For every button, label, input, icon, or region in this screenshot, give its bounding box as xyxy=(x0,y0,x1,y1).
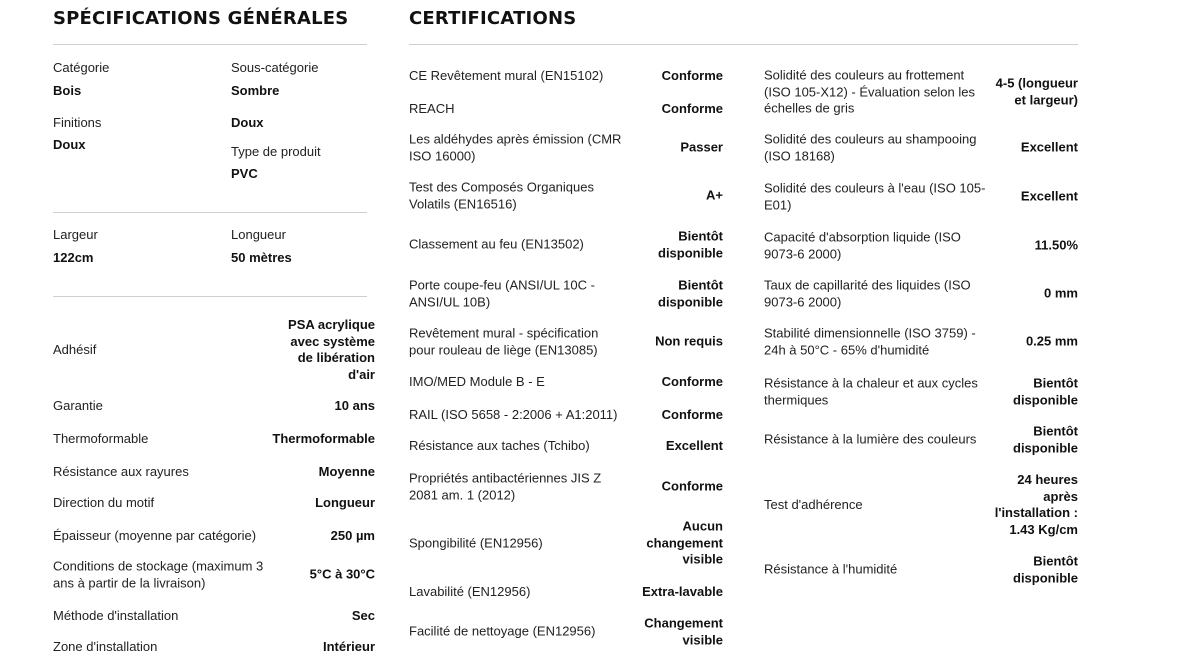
spec-value: Aucun changement visible xyxy=(646,518,723,567)
spec-row xyxy=(764,472,1078,538)
product-type-label: Type de produit xyxy=(231,144,321,159)
spec-label: Adhésif xyxy=(53,341,97,357)
spec-label: IMO/MED Module B - E xyxy=(409,373,545,389)
spec-value: 10 ans xyxy=(334,397,375,413)
spec-value: PSA acrylique avec système de libération d'air xyxy=(288,317,375,382)
spec-value: Bientôt disponible xyxy=(1013,375,1078,407)
spec-label: Revêtement mural - spécification pour rouleau de liège (EN13085) xyxy=(409,325,599,357)
spec-value: Bientôt disponible xyxy=(1013,423,1078,455)
spec-label: Méthode d'installation xyxy=(53,607,179,623)
certifications-heading: CERTIFICATIONS xyxy=(409,8,577,29)
divider xyxy=(53,212,367,213)
spec-value: 4-5 (longueur et largeur) xyxy=(995,75,1078,107)
spec-value: Extra-lavable xyxy=(642,583,723,599)
spec-row xyxy=(53,639,375,656)
divider xyxy=(409,44,1078,45)
spec-label: Résistance à la chaleur et aux cycles thermiques xyxy=(764,375,978,407)
spec-row xyxy=(409,180,723,213)
spec-value: Conforme xyxy=(661,406,723,422)
spec-row xyxy=(764,132,1078,165)
spec-value: Bientôt disponible xyxy=(658,228,723,260)
spec-label: Les aldéhydes après émission (CMR ISO 16000) xyxy=(409,131,622,163)
spec-row xyxy=(409,407,723,424)
spec-row xyxy=(53,464,375,481)
spec-label: RAIL (ISO 5658 - 2:2006 + A1:2011) xyxy=(409,406,618,422)
spec-row xyxy=(409,374,723,391)
spec-label: Propriétés antibactériennes JIS Z 2081 am. 1 (2012) xyxy=(409,470,602,502)
spec-value: Sec xyxy=(351,607,375,623)
spec-row xyxy=(53,608,375,625)
spec-label: Solidité des couleurs à l'eau (ISO 105- E01) xyxy=(764,180,986,212)
spec-label: Porte coupe-feu (ANSI/UL 10C - ANSI/UL 10B) xyxy=(409,277,595,309)
spec-value: Thermoformable xyxy=(272,430,375,446)
spec-label: Solidité des couleurs au shampooing (ISO 18168) xyxy=(764,131,977,163)
spec-label: CE Revêtement mural (EN15102) xyxy=(409,67,604,83)
length-value: 50 mètres xyxy=(231,250,292,265)
finish-label: Finitions xyxy=(53,115,102,130)
spec-label: Facilité de nettoyage (EN12956) xyxy=(409,623,596,639)
finish-value: Doux xyxy=(53,137,86,152)
product-type-value: PVC xyxy=(231,166,258,181)
spec-value: Bientôt disponible xyxy=(1013,553,1078,585)
spec-value: A+ xyxy=(706,187,723,203)
spec-label: Résistance à l'humidité xyxy=(764,561,898,577)
spec-label: Lavabilité (EN12956) xyxy=(409,583,531,599)
spec-row xyxy=(764,230,1078,263)
spec-row xyxy=(764,181,1078,214)
spec-row xyxy=(53,398,375,415)
spec-value: 5°C à 30°C xyxy=(309,566,375,582)
spec-row xyxy=(409,518,723,568)
spec-value: Conforme xyxy=(661,478,723,494)
spec-label: Épaisseur (moyenne par catégorie) xyxy=(53,527,257,543)
spec-label: Classement au feu (EN13502) xyxy=(409,236,584,252)
subcategory-value: Sombre xyxy=(231,83,280,98)
spec-label: REACH xyxy=(409,100,455,116)
spec-row xyxy=(764,278,1078,311)
spec-row xyxy=(764,424,1078,457)
spec-row xyxy=(764,554,1078,587)
spec-label: Résistance aux rayures xyxy=(53,463,189,479)
spec-value: Non requis xyxy=(655,333,723,349)
spec-value: Passer xyxy=(680,139,723,155)
spec-label: Capacité d'absorption liquide (ISO 9073-6 2000) xyxy=(764,229,961,261)
spec-row xyxy=(764,67,1078,117)
finish-right-value: Doux xyxy=(231,115,264,130)
spec-value: 0.25 mm xyxy=(1025,333,1078,349)
divider xyxy=(53,296,367,297)
spec-value: 250 µm xyxy=(330,527,375,543)
spec-label: Test d'adhérence xyxy=(764,496,863,512)
length-label: Longueur xyxy=(231,227,286,242)
spec-value: 24 heures après l'installation : 1.43 Kg/cm xyxy=(994,472,1078,537)
spec-row xyxy=(53,528,375,545)
spec-value: Intérieur xyxy=(322,638,375,654)
spec-row xyxy=(53,495,375,512)
spec-value: Excellent xyxy=(1020,139,1078,155)
spec-row xyxy=(409,438,723,455)
spec-value: Changement visible xyxy=(644,615,723,647)
spec-row xyxy=(764,326,1078,359)
spec-value: Conforme xyxy=(661,373,723,389)
spec-label: Spongibilité (EN12956) xyxy=(409,534,543,550)
spec-row xyxy=(53,559,375,592)
spec-label: Résistance à la lumière des couleurs xyxy=(764,431,977,447)
spec-row xyxy=(409,101,723,118)
spec-row xyxy=(53,317,375,383)
spec-row xyxy=(764,376,1078,409)
spec-value: Longueur xyxy=(315,494,375,510)
spec-row xyxy=(53,431,375,448)
spec-row xyxy=(409,326,723,359)
width-value: 122cm xyxy=(53,250,94,265)
spec-value: 11.50% xyxy=(1034,237,1078,253)
category-label: Catégorie xyxy=(53,60,110,75)
spec-value: Conforme xyxy=(661,67,723,83)
spec-label: Direction du motif xyxy=(53,494,155,510)
spec-row xyxy=(409,616,723,649)
spec-row xyxy=(409,132,723,165)
width-label: Largeur xyxy=(53,227,98,242)
spec-label: Test des Composés Organiques Volatils (EN16516) xyxy=(409,179,594,211)
spec-row xyxy=(409,471,723,504)
spec-row xyxy=(409,584,723,601)
spec-value: Bientôt disponible xyxy=(658,277,723,309)
spec-value: Excellent xyxy=(665,437,723,453)
spec-value: Excellent xyxy=(1020,188,1078,204)
spec-value: 0 mm xyxy=(1044,285,1078,301)
spec-label: Garantie xyxy=(53,397,103,413)
subcategory-label: Sous-catégorie xyxy=(231,60,319,75)
category-value: Bois xyxy=(53,83,82,98)
general-specs-heading: SPÉCIFICATIONS GÉNÉRALES xyxy=(53,8,349,29)
spec-row xyxy=(409,229,723,262)
spec-label: Zone d'installation xyxy=(53,638,158,654)
spec-row xyxy=(409,68,723,85)
spec-label: Thermoformable xyxy=(53,430,149,446)
spec-value: Conforme xyxy=(661,100,723,116)
spec-value: Moyenne xyxy=(318,463,375,479)
spec-label: Stabilité dimensionnelle (ISO 3759) - 24h à 50°C - 65% d'humidité xyxy=(764,325,976,357)
divider xyxy=(53,44,367,45)
spec-row xyxy=(409,278,723,311)
spec-label: Résistance aux taches (Tchibo) xyxy=(409,437,590,453)
spec-label: Conditions de stockage (maximum 3 ans à partir de la livraison) xyxy=(53,558,264,590)
spec-label: Solidité des couleurs au frottement (ISO 105-X12) - Évaluation selon les échelles de gris xyxy=(764,67,975,116)
spec-label: Taux de capillarité des liquides (ISO 9073-6 2000) xyxy=(764,277,971,309)
